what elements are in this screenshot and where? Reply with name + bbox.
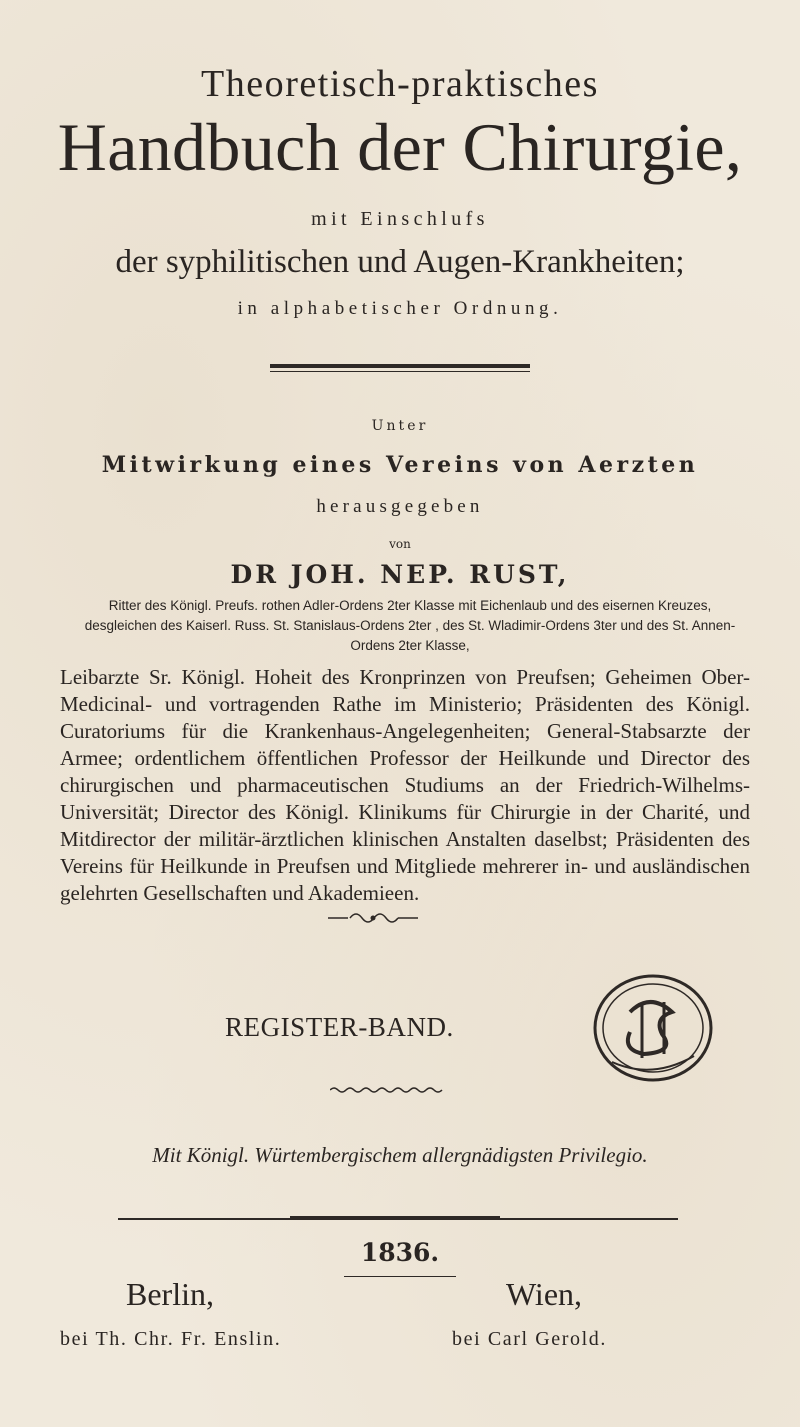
imprint-publisher-right: bei Carl Gerold. bbox=[452, 1328, 608, 1350]
volume-label: REGISTER-BAND. bbox=[225, 1012, 454, 1042]
imprint-city-right: Wien, bbox=[506, 1276, 583, 1312]
wavy-rule bbox=[330, 1079, 445, 1087]
title-line-3: mit Einschlufs bbox=[311, 208, 489, 230]
imprint-rule-thick bbox=[290, 1216, 500, 1220]
year-underline bbox=[344, 1276, 456, 1277]
title-line-4: der syphilitischen und Augen-Krankheiten; bbox=[115, 244, 685, 280]
library-stamp-icon bbox=[592, 972, 714, 1084]
title-line-1: Theoretisch-praktisches bbox=[201, 63, 599, 105]
titles-paragraph: Leibarzte Sr. Königl. Hoheit des Kronprinzen von Preufsen; Geheimen Ober-Medicinal- und vortragenden Rathe im Ministerio; Präsidenten des Königl. Curatoriums für die Krankenhaus-Angelegenheiten; General-Stabsarzte der Armee; ordentlichem öffentlichen Professor der Heilkunde und Director des chirurgischen und pharmaceutischen Studiums an der Friedrich-Wilhelms-Universität; Director des Königl. Klinikums für Chirurgie in der Charité, und Mitdirector der militär-ärztlichen klinischen Anstalten daselbst; Präsidenten des Vereins für Heilkunde in Preufsen und Mitgliede mehrerer in- und ausländischen gelehrten Gesellschaften und Akademieen. bbox=[60, 665, 750, 905]
main-title: Handbuch der Chirurgie, bbox=[57, 109, 743, 185]
herausgegeben-line: herausgegeben bbox=[316, 496, 484, 517]
imprint-city-left: Berlin, bbox=[126, 1276, 214, 1312]
imprint-publisher-left: bei Th. Chr. Fr. Enslin. bbox=[60, 1328, 282, 1350]
double-rule bbox=[270, 364, 530, 368]
editor-name: DR JOH. NEP. RUST, bbox=[230, 560, 570, 589]
privilege-line: Mit Königl. Würtembergischem allergnädigsten Privilegio. bbox=[152, 1143, 648, 1167]
mitwirkung-line: Mitwirkung eines Vereins von Aerzten bbox=[101, 452, 699, 478]
title-line-5: in alphabetischer Ordnung. bbox=[237, 298, 563, 319]
orders-text: Ritter des Königl. Preufs. rothen Adler-Ordens 2ter Klasse mit Eichenlaub und des eisernen Kreuzes, desgleichen des Kaiserl. Russ. St. Stanislaus-Ordens 2ter , des St. Wladimir-Ordens 3ter und des St. Annen-Ordens 2ter Klasse, bbox=[84, 598, 736, 653]
imprint-year: 1836. bbox=[360, 1238, 440, 1267]
ornamental-divider-icon bbox=[328, 910, 418, 926]
von-label: von bbox=[389, 537, 411, 551]
double-rule-thin bbox=[270, 371, 530, 372]
unter-label: Unter bbox=[371, 418, 429, 434]
